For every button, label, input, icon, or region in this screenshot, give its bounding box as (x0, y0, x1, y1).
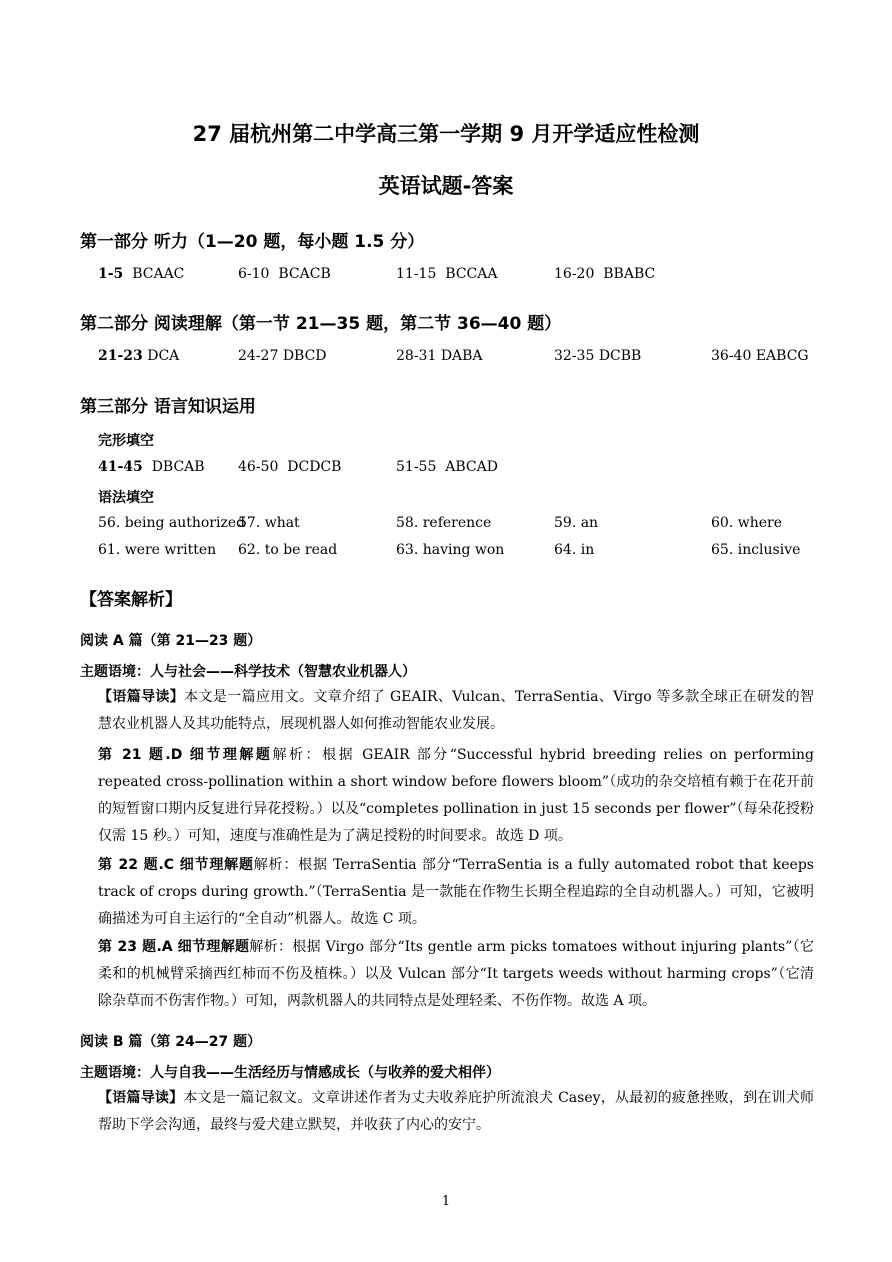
grammar-answer: 64. in (554, 542, 595, 558)
passage-a-theme: 主题语境：人与社会——科学技术（智慧农业机器人） (80, 664, 416, 680)
grammar-answer: 63. having won (396, 542, 505, 558)
answer-group: 36-40 EABCG (711, 348, 809, 364)
grammar-answer: 60. where (711, 515, 782, 531)
document-title: 27 届杭州第二中学高三第一学期 9 月开学适应性检测 (192, 122, 700, 146)
grammar-answer: 61. were written (98, 542, 217, 558)
analysis-heading: 【答案解析】 (80, 590, 182, 610)
question-23-explanation: 第 23 题.A 细节理解题解析：根据 Virgo 部分“Its gentle arm picks tomatoes without injuring plants”（它柔和的机械臂采摘西红柿而不伤及植株。）以及 Vulcan 部分“It targets weeds without harming crops”（它清除杂草而不伤害作物。）可知，两款机器人的共同特点是处理轻柔、不伤作物。故选 A 项。 (98, 939, 814, 1009)
passage-a-heading: 阅读 A 篇（第 21—23 题） (80, 633, 262, 649)
answer-group: 6-10 BCACB (238, 266, 331, 282)
grammar-heading: 语法填空 (98, 490, 154, 506)
passage-b-heading: 阅读 B 篇（第 24—27 题） (80, 1034, 262, 1050)
grammar-answer: 56. being authorized (98, 515, 246, 531)
passage-a-intro: 【语篇导读】本文是一篇应用文。文章介绍了 GEAIR、Vulcan、TerraSentia、Virgo 等多款全球正在研发的智慧农业机器人及其功能特点，展现机器人如何推动智能农业发展。 (98, 689, 815, 732)
cloze-heading: 完形填空 (98, 433, 154, 449)
grammar-answer: 59. an (554, 515, 599, 531)
answer-group: 21-23 DCA (98, 348, 180, 364)
answer-group: 11-15 BCCAA (396, 266, 498, 282)
answer-group: 24-27 DBCD (238, 348, 327, 364)
passage-b-theme: 主题语境：人与自我——生活经历与情感成长（与收养的爱犬相伴） (80, 1065, 500, 1081)
answer-group: 1-5 BCAAC (98, 266, 185, 282)
part2-heading: 第二部分 阅读理解（第一节 21—35 题，第二节 36—40 题） (80, 314, 562, 334)
answer-group: 28-31 DABA (396, 348, 483, 364)
grammar-answer: 57. what (238, 515, 300, 531)
passage-b-intro: 【语篇导读】本文是一篇记叙文。文章讲述作者为丈夫收养庇护所流浪犬 Casey，从最初的疲惫挫败，到在训犬师帮助下学会沟通，最终与爱犬建立默契，并收获了内心的安宁。 (98, 1090, 814, 1133)
answer-group: 46-50 DCDCB (238, 459, 342, 475)
question-22-explanation: 第 22 题.C 细节理解题解析：根据 TerraSentia 部分“TerraSentia is a fully automated robot that keeps track of crops during growth.”（TerraSentia 是一款能在作物生长期全程追踪的全自动机器人。）可知，它被明确描述为可自主运行的“全自动”机器人。故选 C 项。 (98, 857, 814, 927)
part1-heading: 第一部分 听力（1—20 题，每小题 1.5 分） (80, 232, 425, 252)
answer-group: 41-45 DBCAB (98, 459, 205, 475)
document-subtitle: 英语试题-答案 (378, 174, 514, 198)
part3-heading: 第三部分 语言知识运用 (80, 397, 256, 417)
answer-group: 16-20 BBABC (554, 266, 656, 282)
grammar-answer: 58. reference (396, 515, 492, 531)
answer-group: 32-35 DCBB (554, 348, 642, 364)
answer-group: 51-55 ABCAD (396, 459, 498, 475)
grammar-answer: 62. to be read (238, 542, 338, 558)
page-number: 1 (441, 1194, 451, 1209)
grammar-answer: 65. inclusive (711, 542, 801, 558)
question-21-explanation: 第 21 题.D 细节理解题解析：根据 GEAIR 部分“Successful hybrid breeding relies on performing repeated cross-pollination within a short window before flowers bloom”（成功的杂交培植有赖于在花开前的短暂窗口期内反复进行异花授粉。）以及“completes pollination in just 15 seconds per flower”（每朵花授粉仅需 15 秒。）可知，速度与准确性是为了满足授粉的时间要求。故选 D 项。 (98, 747, 815, 844)
